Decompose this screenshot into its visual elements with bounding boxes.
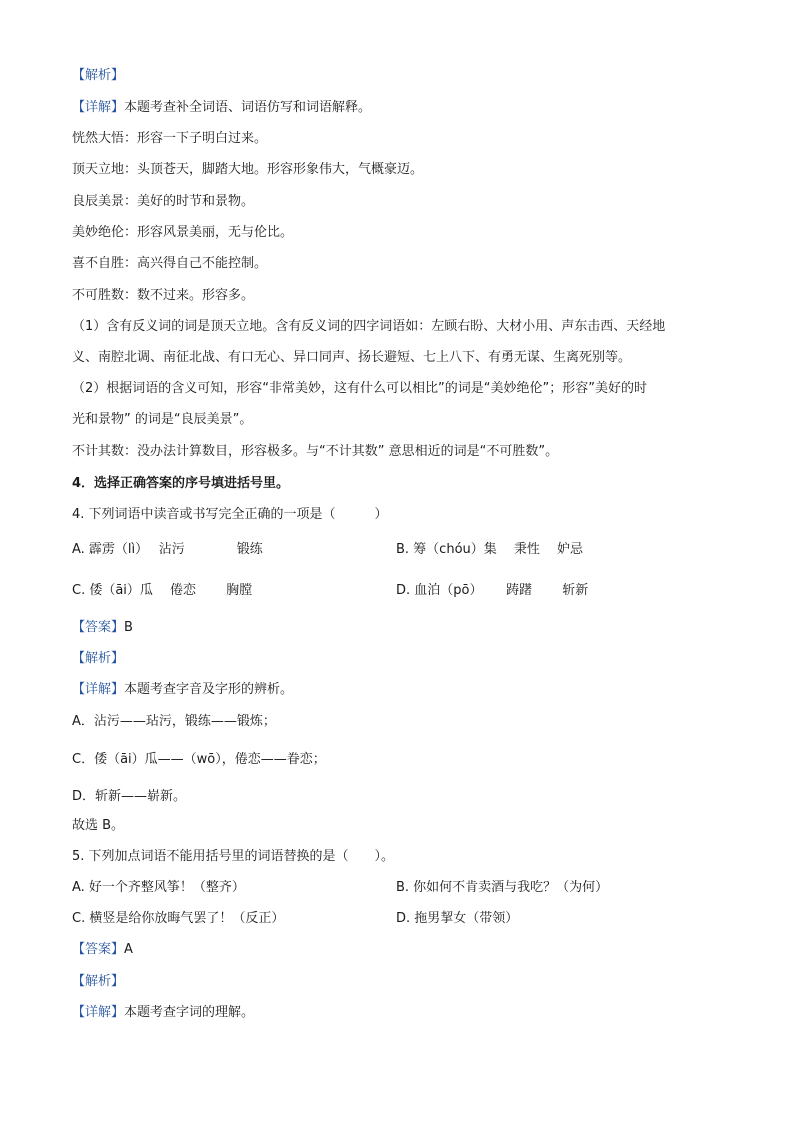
q5-option-b: B. 你如何不肯卖酒与我吃？（为何） <box>396 880 609 895</box>
q5-option-d: D. 拖男挈女（带领） <box>396 911 519 926</box>
q4-option-b: B. 筹（chóu）集 秉性 妒忌 <box>396 542 584 557</box>
para1-line2: 义、南腔北调、南征北战、有口无心、异口同声、扬长避短、七上八下、有勇无谋、生离死别等。 <box>72 350 632 365</box>
section-heading: 4．选择正确答案的序号填进括号里。 <box>72 476 290 491</box>
definition-line: 恍然大悟：形容一下子明白过来。 <box>72 131 268 146</box>
q4-option-a: A. 霹雳（lì） 沾污 锻练 <box>72 542 263 557</box>
jiexi-tag: 【解析】 <box>72 68 125 83</box>
xiangjie-text: 本题考查补全词语、词语仿写和词语解释。 <box>124 100 372 115</box>
definition-line: 不可胜数：数不过来。形容多。 <box>72 288 255 303</box>
answer-tag: 【答案】 <box>72 942 125 957</box>
xiangjie-tag: 【详解】 <box>72 1005 125 1020</box>
q5-xiangjie-line <box>72 1005 254 1021</box>
q4-note: A．沾污——玷污，锻练——锻炼； <box>72 714 276 729</box>
q4-option-c: C. 倭（āi）瓜 倦恋 胸膛 <box>72 583 253 598</box>
q4-note: D．斩新——崭新。 <box>72 789 187 804</box>
q5-answer-line <box>72 942 133 958</box>
para2-line1: （2）根据词语的含义可知，形容“非常美妙，这有什么可以相比”的词是“美妙绝伦”；形容”美好的时 <box>72 381 647 396</box>
q4-xiangjie-text: 本题考查字音及字形的辨析。 <box>124 682 294 697</box>
definition-line: 良辰美景：美好的时节和景物。 <box>72 194 255 209</box>
answer-tag: 【答案】 <box>72 620 125 635</box>
xiangjie-tag: 【详解】 <box>72 682 125 697</box>
definition-line: 顶天立地：头顶苍天，脚踏大地。形容形象伟大，气概豪迈。 <box>72 162 424 177</box>
q5-question: 5. 下列加点词语不能用括号里的词语替换的是（ ）。 <box>72 849 395 864</box>
definition-line: 喜不自胜：高兴得自己不能控制。 <box>72 256 268 271</box>
q4-question: 4. 下列词语中读音或书写完全正确的一项是（ ） <box>72 507 388 522</box>
q4-answer-line <box>72 620 133 636</box>
q4-conclusion: 故选 B。 <box>72 818 125 833</box>
q4-jiexi-tag: 【解析】 <box>72 651 125 666</box>
para3: 不计其数：没办法计算数目，形容极多。与“不计其数” 意思相近的词是“不可胜数”。 <box>72 444 559 459</box>
para1-line1: （1）含有反义词的词是顶天立地。含有反义词的四字词语如：左顾右盼、大材小用、声东击西、天经地 <box>72 319 666 334</box>
q4-option-d: D. 血泊（pō） 踌躇 斩新 <box>396 583 589 598</box>
para2-line2: 光和景物” 的词是“良辰美景”。 <box>72 412 253 427</box>
xiangjie-tag: 【详解】 <box>72 100 125 115</box>
q5-jiexi-tag: 【解析】 <box>72 974 125 989</box>
q4-answer: B <box>124 620 133 635</box>
q4-note: C．倭（āi）瓜——（wō），倦恋——眷恋； <box>72 752 326 767</box>
q5-xiangjie-text: 本题考查字词的理解。 <box>124 1005 255 1020</box>
q5-option-a: A. 好一个齐整风筝！（整齐） <box>72 880 245 895</box>
xiangjie-line <box>72 100 371 116</box>
q4-xiangjie-line <box>72 682 293 698</box>
q5-answer: A <box>124 942 133 957</box>
definition-line: 美妙绝伦：形容风景美丽，无与伦比。 <box>72 225 294 240</box>
q5-option-c: C. 横竖是给你放晦气罢了！（反正） <box>72 911 285 926</box>
